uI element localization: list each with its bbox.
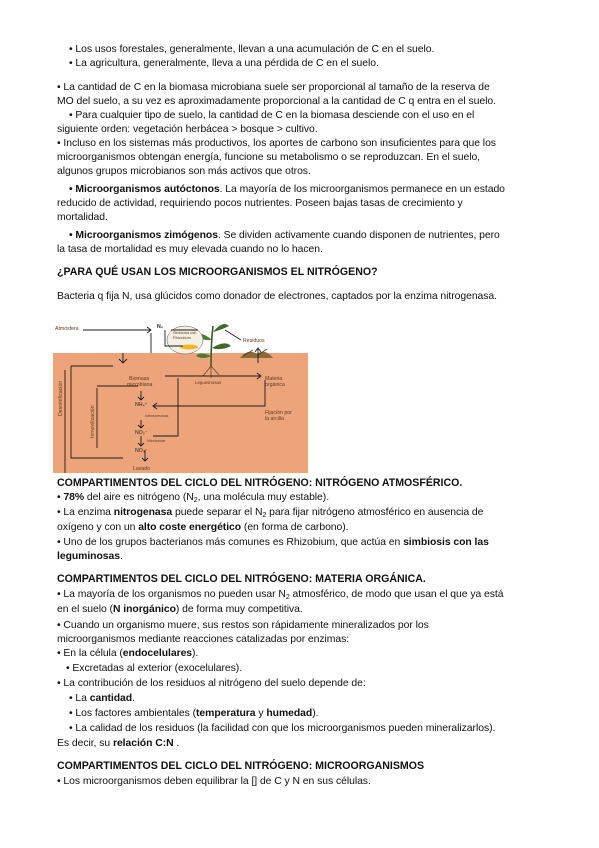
bullet-organisms-line1 [57,588,503,601]
para-nitrogenase: Bacteria q fija N, usa glúcidos como donador de electrones, captados por la enzima nitrogenasa. [57,291,497,302]
text: ). [192,648,199,659]
zymogenous-desc: . Se dividen activamente cuando disponen de nutrientes, pero [217,230,500,241]
bullet-78-percent [57,491,329,504]
label-desnitrificacion: Desnitrificación [58,380,64,416]
bullet-systems-line2: microorganismos obtengan energía, funcione su metabolismo o se reproduzcan. En el suelo, [57,152,481,163]
bullet-nitrogenase-line2 [57,521,349,534]
bullet-mineralized-line2: microorganismos mediante reacciones catalizadas por enzimas: [57,634,350,645]
text: . [132,693,135,704]
label-nitrobacter: Nitrobacter [147,439,166,443]
para-biomass-line1: • La cantidad de C en la biomasa microbiana suele ser proporcional al tamaño de la reserva de [57,82,490,93]
subscript: 2 [193,497,198,504]
heading-atmospheric: COMPARTIMENTOS DEL CICLO DEL NITRÓGENO: NITRÓGENO ATMOSFÉRICO. [57,477,463,489]
label-lavado: Lavado [133,466,151,472]
bullet-soil-type-line1: • Para cualquier tipo de suelo, la cantidad de C en la biomasa desciende con el uso en el [69,110,475,121]
bullet-mineralized-line1: • Cuando un organismo muere, sus restos son rápidamente mineralizados por los [57,620,429,631]
bullet-soil-type-line2: siguiente orden: vegetación herbácea > bosque > cultivo. [57,124,318,135]
subscript: 2 [285,594,290,601]
bullet-balance: • Los microorganismos deben equilibrar la [] de C y N en sus células. [57,776,371,787]
para-biomass-line2: MO del suelo, a su vez es aproximadamente proporcional a la cantidad de C q entra en el suelo. [57,96,496,107]
text: y [255,708,267,719]
label-leguminosas: Leguminosas [195,380,222,385]
text: • [57,492,64,503]
text: atmosférico, de modo que usan el que ya está [289,589,504,600]
heading-organic-matter: COMPARTIMENTOS DEL CICLO DEL NITRÓGENO: MATERIA ORGÁNICA. [57,573,426,585]
bullet-organisms-line2 [57,603,303,616]
heading-nitrogen-use: ¿PARA QUÉ USAN LOS MICROORGANISMOS EL NITRÓGENO? [57,266,378,278]
text: • La mayoría de los organismos no pueden usar N [57,589,286,600]
emphasis: humedad [266,708,313,719]
text: • Los factores ambientales ( [69,708,196,719]
bullet-autochthonous-line3: mortalidad. [57,212,108,223]
label-microbiana: microbiana [127,382,153,388]
label-atmosfera: Atmósfera [55,326,79,332]
label-rhizobium: Rhizobium [173,336,191,340]
text: ) de forma muy competitiva. [175,604,303,615]
emphasis: temperatura [196,708,256,719]
text: • La [69,693,90,704]
nitrogen-cycle-diagram [53,318,308,473]
bullet-systems-line3: algunos grupos microbianos son más activos que otros. [57,166,311,177]
line-cn-ratio [57,737,179,750]
text: . [173,738,180,749]
bullet-rhizobium-line1 [57,536,489,549]
zymogenous-term: • Microorganismos zimógenos [69,230,218,241]
bullet-exocellular: • Excretadas al exterior (exocelulares). [66,663,243,674]
text: . [119,551,123,562]
text: (en forma de carbono). [241,522,349,533]
bullet-systems-line1: • Incluso en los sistemas más productivos, los aportes de carbono son insuficientes para que los [57,138,496,149]
text: puede separar el N [172,507,263,518]
emphasis: cantidad [89,693,133,704]
bullet-forestry: • Los usos forestales, generalmente, llevan a una acumulación de C en el suelo. [69,44,435,55]
label-fijacion: Fijación por [265,410,292,416]
nitrogen-cycle-figure [53,318,308,473]
emphasis: 78% [63,492,85,503]
label-no2: NO₂⁻ [135,430,148,436]
heading-microorganisms: COMPARTIMENTOS DEL CICLO DEL NITRÓGENO: MICROORGANISMOS [57,760,425,772]
label-arcilla: la arcilla [265,416,285,422]
label-inmovilizacion: Inmovilización [90,405,96,438]
text: del aire es nitrógeno (N [84,492,194,503]
emphasis: relación C:N [112,738,174,749]
bullet-zymogenous-line1 [69,229,500,242]
label-nitrosomonas: Nitrosomonas [145,414,169,418]
label-nh4: NH₄⁺ [135,402,148,408]
emphasis: nitrogenasa [113,507,173,518]
bullet-quality: • La calidad de los residuos (la facilidad con que los microorganismos pueden mineralizarlos). [69,723,496,734]
bullet-endocellular [57,647,198,660]
label-organica: orgánica [265,382,285,388]
autochthonous-term: • Microorganismos autóctonos [69,184,220,195]
text: en el suelo ( [57,604,113,615]
emphasis: endocelulares [122,648,193,659]
bullet-zymogenous-line2: la tasa de mortalidad es muy elevada cuando no lo hacen. [57,244,323,255]
text: • En la célula ( [57,648,123,659]
bullet-nitrogenase-line1 [57,506,483,519]
subscript: 2 [262,512,267,519]
bullet-quantity [69,692,135,705]
bullet-agriculture: • La agricultura, generalmente, lleva a una pérdida de C en el suelo. [69,58,379,69]
text: oxígeno y con un [57,522,139,533]
bullet-contribution: • La contribución de los residuos al nitrógeno del suelo depende de: [57,678,366,689]
emphasis: N inorgánico [112,604,176,615]
text: • Uno de los grupos bacterianos más comunes es Rhizobium, que actúa en [57,537,404,548]
bullet-environment [69,707,318,720]
label-biomasa: Biomasa [129,376,150,382]
bullet-autochthonous-line1 [69,183,505,196]
label-simbiosis: Simbiosis con [173,331,197,335]
text: , una molécula muy estable). [197,492,330,503]
label-n2: N₂ [157,324,164,330]
label-materia: Materia [265,376,283,382]
text: • La enzima [57,507,114,518]
emphasis: leguminosas [57,551,120,562]
bullet-autochthonous-line2: reducido de actividad, requiriendo pocos nutrientes. Poseen bajas tasas de crecimiento y [57,198,463,209]
autochthonous-desc: . La mayoría de los microorganismos permanece en un estado [219,184,505,195]
emphasis: simbiosis con las [403,537,489,548]
text: para fijar nitrógeno atmosférico en ausencia de [266,507,484,518]
label-residuos: Residuos [243,338,265,344]
text: ). [312,708,319,719]
text: Es decir, su [57,738,113,749]
label-no3: NO₃⁻ [135,448,148,454]
bullet-rhizobium-line2 [57,550,123,563]
emphasis: alto coste energético [138,522,242,533]
